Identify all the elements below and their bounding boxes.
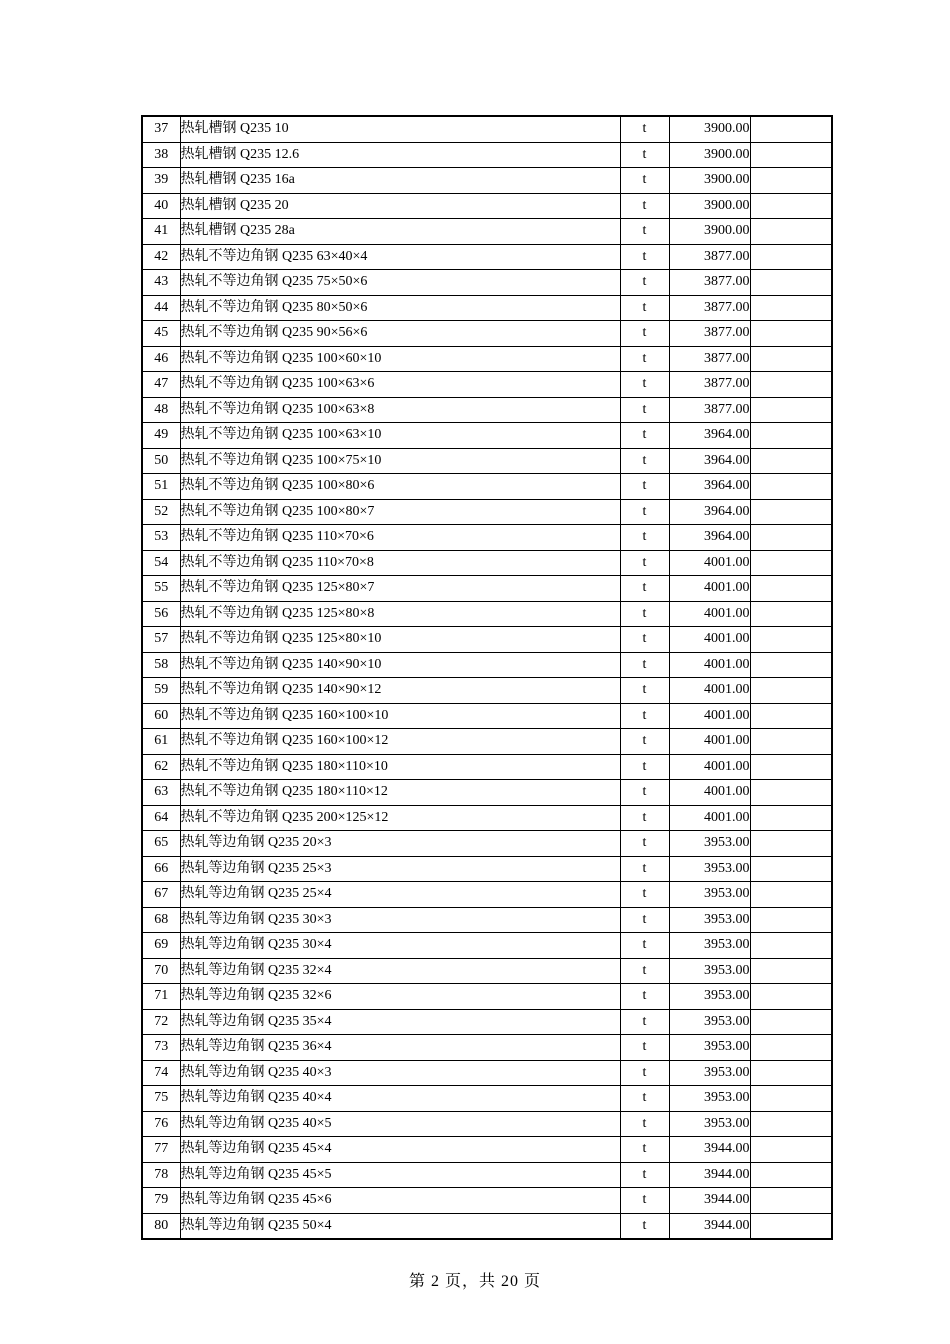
row-number: 56	[142, 601, 180, 627]
note-cell	[750, 1137, 832, 1163]
item-name: 热轧不等边角钢 Q235 100×75×10	[180, 448, 620, 474]
note-cell	[750, 499, 832, 525]
item-name: 热轧槽钢 Q235 10	[180, 116, 620, 142]
note-cell	[750, 295, 832, 321]
unit-cell: t	[620, 729, 669, 755]
note-cell	[750, 601, 832, 627]
price-cell: 3953.00	[669, 831, 750, 857]
note-cell	[750, 219, 832, 245]
unit-cell: t	[620, 958, 669, 984]
row-number: 79	[142, 1188, 180, 1214]
note-cell	[750, 423, 832, 449]
row-number: 58	[142, 652, 180, 678]
price-cell: 4001.00	[669, 601, 750, 627]
item-name: 热轧不等边角钢 Q235 80×50×6	[180, 295, 620, 321]
price-cell: 3877.00	[669, 244, 750, 270]
note-cell	[750, 142, 832, 168]
item-name: 热轧等边角钢 Q235 50×4	[180, 1213, 620, 1239]
unit-cell: t	[620, 423, 669, 449]
row-number: 77	[142, 1137, 180, 1163]
item-name: 热轧不等边角钢 Q235 140×90×12	[180, 678, 620, 704]
table-row	[142, 372, 832, 398]
item-name: 热轧等边角钢 Q235 40×4	[180, 1086, 620, 1112]
item-name: 热轧槽钢 Q235 28a	[180, 219, 620, 245]
table-row	[142, 933, 832, 959]
price-cell: 3944.00	[669, 1162, 750, 1188]
item-name: 热轧不等边角钢 Q235 160×100×10	[180, 703, 620, 729]
unit-cell: t	[620, 1188, 669, 1214]
unit-cell: t	[620, 219, 669, 245]
item-name: 热轧等边角钢 Q235 32×4	[180, 958, 620, 984]
table-row	[142, 346, 832, 372]
item-name: 热轧等边角钢 Q235 40×5	[180, 1111, 620, 1137]
item-name: 热轧槽钢 Q235 16a	[180, 168, 620, 194]
note-cell	[750, 856, 832, 882]
note-cell	[750, 1111, 832, 1137]
row-number: 38	[142, 142, 180, 168]
table-row	[142, 219, 832, 245]
table-row	[142, 805, 832, 831]
row-number: 60	[142, 703, 180, 729]
row-number: 46	[142, 346, 180, 372]
unit-cell: t	[620, 397, 669, 423]
row-number: 73	[142, 1035, 180, 1061]
item-name: 热轧不等边角钢 Q235 110×70×8	[180, 550, 620, 576]
price-cell: 3944.00	[669, 1213, 750, 1239]
note-cell	[750, 1009, 832, 1035]
unit-cell: t	[620, 780, 669, 806]
row-number: 63	[142, 780, 180, 806]
note-cell	[750, 1188, 832, 1214]
price-cell: 3900.00	[669, 193, 750, 219]
unit-cell: t	[620, 984, 669, 1010]
price-cell: 3877.00	[669, 321, 750, 347]
item-name: 热轧不等边角钢 Q235 180×110×10	[180, 754, 620, 780]
unit-cell: t	[620, 346, 669, 372]
table-row	[142, 958, 832, 984]
note-cell	[750, 627, 832, 653]
note-cell	[750, 831, 832, 857]
note-cell	[750, 448, 832, 474]
price-cell: 4001.00	[669, 805, 750, 831]
row-number: 37	[142, 116, 180, 142]
table-row	[142, 321, 832, 347]
note-cell	[750, 882, 832, 908]
unit-cell: t	[620, 1137, 669, 1163]
table-row	[142, 1213, 832, 1239]
row-number: 39	[142, 168, 180, 194]
item-name: 热轧等边角钢 Q235 45×6	[180, 1188, 620, 1214]
note-cell	[750, 703, 832, 729]
unit-cell: t	[620, 193, 669, 219]
row-number: 65	[142, 831, 180, 857]
item-name: 热轧槽钢 Q235 12.6	[180, 142, 620, 168]
unit-cell: t	[620, 1035, 669, 1061]
item-name: 热轧不等边角钢 Q235 100×60×10	[180, 346, 620, 372]
note-cell	[750, 1162, 832, 1188]
table-row	[142, 116, 832, 142]
item-name: 热轧等边角钢 Q235 20×3	[180, 831, 620, 857]
unit-cell: t	[620, 601, 669, 627]
row-number: 44	[142, 295, 180, 321]
unit-cell: t	[620, 678, 669, 704]
unit-cell: t	[620, 372, 669, 398]
price-cell: 3877.00	[669, 270, 750, 296]
price-cell: 3953.00	[669, 1009, 750, 1035]
note-cell	[750, 933, 832, 959]
unit-cell: t	[620, 1111, 669, 1137]
note-cell	[750, 474, 832, 500]
item-name: 热轧不等边角钢 Q235 110×70×6	[180, 525, 620, 551]
table-row	[142, 780, 832, 806]
row-number: 69	[142, 933, 180, 959]
unit-cell: t	[620, 499, 669, 525]
item-name: 热轧等边角钢 Q235 30×3	[180, 907, 620, 933]
table-row	[142, 627, 832, 653]
price-cell: 3900.00	[669, 168, 750, 194]
item-name: 热轧不等边角钢 Q235 125×80×7	[180, 576, 620, 602]
table-row	[142, 729, 832, 755]
table-row	[142, 168, 832, 194]
item-name: 热轧不等边角钢 Q235 140×90×10	[180, 652, 620, 678]
price-cell: 4001.00	[669, 729, 750, 755]
row-number: 64	[142, 805, 180, 831]
unit-cell: t	[620, 168, 669, 194]
item-name: 热轧等边角钢 Q235 45×5	[180, 1162, 620, 1188]
note-cell	[750, 958, 832, 984]
table-row	[142, 882, 832, 908]
item-name: 热轧不等边角钢 Q235 125×80×10	[180, 627, 620, 653]
price-cell: 4001.00	[669, 576, 750, 602]
unit-cell: t	[620, 142, 669, 168]
unit-cell: t	[620, 882, 669, 908]
table-row	[142, 856, 832, 882]
unit-cell: t	[620, 627, 669, 653]
row-number: 55	[142, 576, 180, 602]
price-cell: 3964.00	[669, 423, 750, 449]
row-number: 74	[142, 1060, 180, 1086]
unit-cell: t	[620, 550, 669, 576]
unit-cell: t	[620, 116, 669, 142]
row-number: 78	[142, 1162, 180, 1188]
note-cell	[750, 168, 832, 194]
row-number: 54	[142, 550, 180, 576]
table-row	[142, 576, 832, 602]
row-number: 52	[142, 499, 180, 525]
note-cell	[750, 550, 832, 576]
row-number: 42	[142, 244, 180, 270]
item-name: 热轧不等边角钢 Q235 63×40×4	[180, 244, 620, 270]
table-row	[142, 499, 832, 525]
price-cell: 3964.00	[669, 474, 750, 500]
unit-cell: t	[620, 270, 669, 296]
price-cell: 3964.00	[669, 499, 750, 525]
item-name: 热轧等边角钢 Q235 25×4	[180, 882, 620, 908]
item-name: 热轧不等边角钢 Q235 180×110×12	[180, 780, 620, 806]
note-cell	[750, 805, 832, 831]
price-cell: 4001.00	[669, 780, 750, 806]
unit-cell: t	[620, 295, 669, 321]
row-number: 75	[142, 1086, 180, 1112]
table-row	[142, 1086, 832, 1112]
row-number: 47	[142, 372, 180, 398]
price-table	[141, 115, 833, 1240]
table-row	[142, 1035, 832, 1061]
price-cell: 3953.00	[669, 1060, 750, 1086]
note-cell	[750, 1213, 832, 1239]
row-number: 67	[142, 882, 180, 908]
table-row	[142, 652, 832, 678]
note-cell	[750, 1060, 832, 1086]
unit-cell: t	[620, 1213, 669, 1239]
item-name: 热轧不等边角钢 Q235 200×125×12	[180, 805, 620, 831]
row-number: 80	[142, 1213, 180, 1239]
unit-cell: t	[620, 754, 669, 780]
price-cell: 3944.00	[669, 1188, 750, 1214]
item-name: 热轧槽钢 Q235 20	[180, 193, 620, 219]
table-row	[142, 678, 832, 704]
table-row	[142, 754, 832, 780]
unit-cell: t	[620, 448, 669, 474]
unit-cell: t	[620, 474, 669, 500]
item-name: 热轧等边角钢 Q235 25×3	[180, 856, 620, 882]
item-name: 热轧等边角钢 Q235 32×6	[180, 984, 620, 1010]
item-name: 热轧不等边角钢 Q235 100×80×6	[180, 474, 620, 500]
note-cell	[750, 397, 832, 423]
note-cell	[750, 372, 832, 398]
price-cell: 3877.00	[669, 397, 750, 423]
price-cell: 3964.00	[669, 448, 750, 474]
row-number: 68	[142, 907, 180, 933]
unit-cell: t	[620, 244, 669, 270]
row-number: 62	[142, 754, 180, 780]
row-number: 49	[142, 423, 180, 449]
item-name: 热轧不等边角钢 Q235 75×50×6	[180, 270, 620, 296]
price-cell: 3900.00	[669, 116, 750, 142]
item-name: 热轧不等边角钢 Q235 90×56×6	[180, 321, 620, 347]
row-number: 40	[142, 193, 180, 219]
unit-cell: t	[620, 1060, 669, 1086]
note-cell	[750, 907, 832, 933]
price-cell: 3877.00	[669, 372, 750, 398]
row-number: 48	[142, 397, 180, 423]
note-cell	[750, 678, 832, 704]
price-cell: 3953.00	[669, 856, 750, 882]
note-cell	[750, 193, 832, 219]
note-cell	[750, 984, 832, 1010]
table-row	[142, 525, 832, 551]
item-name: 热轧不等边角钢 Q235 100×63×10	[180, 423, 620, 449]
unit-cell: t	[620, 1162, 669, 1188]
table-row	[142, 703, 832, 729]
price-cell: 3877.00	[669, 346, 750, 372]
table-row	[142, 1188, 832, 1214]
row-number: 66	[142, 856, 180, 882]
item-name: 热轧不等边角钢 Q235 100×80×7	[180, 499, 620, 525]
price-cell: 4001.00	[669, 652, 750, 678]
unit-cell: t	[620, 1009, 669, 1035]
row-number: 43	[142, 270, 180, 296]
table-row	[142, 1162, 832, 1188]
note-cell	[750, 116, 832, 142]
note-cell	[750, 1035, 832, 1061]
table-row	[142, 244, 832, 270]
unit-cell: t	[620, 1086, 669, 1112]
table-row	[142, 193, 832, 219]
item-name: 热轧等边角钢 Q235 30×4	[180, 933, 620, 959]
price-cell: 3953.00	[669, 907, 750, 933]
price-cell: 3964.00	[669, 525, 750, 551]
price-cell: 4001.00	[669, 627, 750, 653]
price-cell: 4001.00	[669, 550, 750, 576]
row-number: 51	[142, 474, 180, 500]
table-row	[142, 295, 832, 321]
note-cell	[750, 244, 832, 270]
row-number: 71	[142, 984, 180, 1010]
row-number: 57	[142, 627, 180, 653]
table-row	[142, 984, 832, 1010]
item-name: 热轧不等边角钢 Q235 160×100×12	[180, 729, 620, 755]
unit-cell: t	[620, 652, 669, 678]
table-row	[142, 1137, 832, 1163]
table-row	[142, 831, 832, 857]
price-cell: 4001.00	[669, 678, 750, 704]
row-number: 70	[142, 958, 180, 984]
note-cell	[750, 525, 832, 551]
note-cell	[750, 754, 832, 780]
row-number: 41	[142, 219, 180, 245]
table-row	[142, 270, 832, 296]
table-row	[142, 550, 832, 576]
unit-cell: t	[620, 525, 669, 551]
unit-cell: t	[620, 321, 669, 347]
row-number: 59	[142, 678, 180, 704]
row-number: 76	[142, 1111, 180, 1137]
page-footer: 第 2 页，共 20 页	[408, 1273, 541, 1290]
price-cell: 4001.00	[669, 754, 750, 780]
price-cell: 3953.00	[669, 882, 750, 908]
price-cell: 3953.00	[669, 1111, 750, 1137]
row-number: 50	[142, 448, 180, 474]
note-cell	[750, 321, 832, 347]
price-cell: 3953.00	[669, 984, 750, 1010]
row-number: 61	[142, 729, 180, 755]
price-cell: 3900.00	[669, 219, 750, 245]
item-name: 热轧不等边角钢 Q235 125×80×8	[180, 601, 620, 627]
note-cell	[750, 652, 832, 678]
note-cell	[750, 576, 832, 602]
unit-cell: t	[620, 856, 669, 882]
unit-cell: t	[620, 907, 669, 933]
table-row	[142, 1060, 832, 1086]
price-cell: 3953.00	[669, 933, 750, 959]
unit-cell: t	[620, 703, 669, 729]
table-row	[142, 423, 832, 449]
item-name: 热轧等边角钢 Q235 36×4	[180, 1035, 620, 1061]
item-name: 热轧不等边角钢 Q235 100×63×6	[180, 372, 620, 398]
table-row	[142, 601, 832, 627]
note-cell	[750, 1086, 832, 1112]
table-row	[142, 448, 832, 474]
note-cell	[750, 729, 832, 755]
unit-cell: t	[620, 805, 669, 831]
price-cell: 3900.00	[669, 142, 750, 168]
unit-cell: t	[620, 831, 669, 857]
table-row	[142, 907, 832, 933]
item-name: 热轧等边角钢 Q235 40×3	[180, 1060, 620, 1086]
table-row	[142, 1009, 832, 1035]
table-row	[142, 474, 832, 500]
row-number: 72	[142, 1009, 180, 1035]
note-cell	[750, 270, 832, 296]
price-table-body	[142, 116, 832, 1239]
item-name: 热轧等边角钢 Q235 35×4	[180, 1009, 620, 1035]
price-cell: 3944.00	[669, 1137, 750, 1163]
price-cell: 3877.00	[669, 295, 750, 321]
unit-cell: t	[620, 933, 669, 959]
price-cell: 4001.00	[669, 703, 750, 729]
table-row	[142, 1111, 832, 1137]
price-cell: 3953.00	[669, 958, 750, 984]
row-number: 45	[142, 321, 180, 347]
table-row	[142, 397, 832, 423]
note-cell	[750, 780, 832, 806]
price-cell: 3953.00	[669, 1035, 750, 1061]
item-name: 热轧等边角钢 Q235 45×4	[180, 1137, 620, 1163]
price-cell: 3953.00	[669, 1086, 750, 1112]
table-row	[142, 142, 832, 168]
note-cell	[750, 346, 832, 372]
item-name: 热轧不等边角钢 Q235 100×63×8	[180, 397, 620, 423]
row-number: 53	[142, 525, 180, 551]
unit-cell: t	[620, 576, 669, 602]
